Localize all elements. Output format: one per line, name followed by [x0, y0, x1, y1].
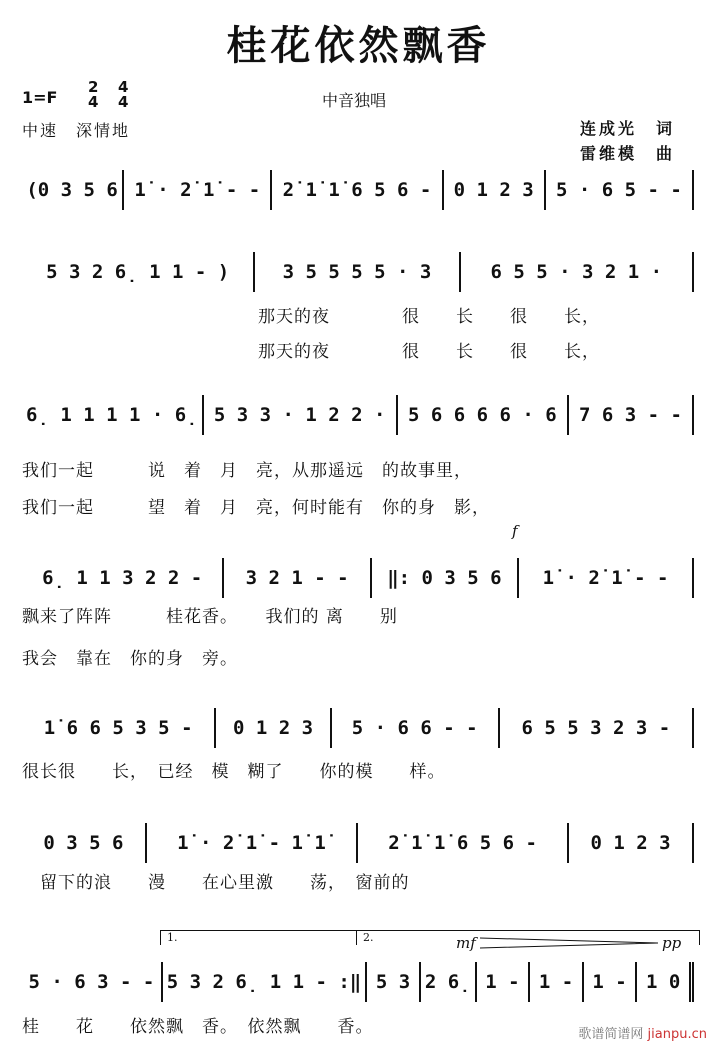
lyric-line: 我们一起 说 着 月 亮，从那遥远 的故事里， [22, 461, 472, 481]
volta-1: 1. [160, 930, 357, 945]
measure: 5 · 6 5 - - [546, 170, 694, 210]
measure: 1̇ 6 6 5 3 5 - [22, 708, 216, 748]
measure: 2 6̣ [421, 962, 477, 1002]
measure: 2̇ 1̇ 1̇ 6 5 6 - [358, 823, 569, 863]
lyric-line: 我们一起 望 着 月 亮，何时能有 你的身 影， [22, 498, 490, 518]
measure: 1̇ · 2̇ 1̇ - - [124, 170, 272, 210]
measure: 1 0 [637, 962, 694, 1002]
measure: 5 3 [367, 962, 421, 1002]
lyric-line: 那天的夜 很 长 很 长， [258, 307, 600, 327]
lyricist-credit: 连成光 词 [580, 119, 676, 138]
measure: 0 3 5 6 [22, 823, 147, 863]
measure: 6 5 5 · 3 2 1 · [461, 252, 694, 292]
measure: 5 3 2 6̣ 1 1 - :‖ [163, 962, 367, 1002]
score-system [22, 823, 694, 863]
lyric-line: 很长很 长， 已经 模 糊了 你的模 样。 [22, 762, 446, 782]
time-signature-2-4: 2 4 [88, 78, 99, 111]
lyric-line: 那天的夜 很 长 很 长， [258, 342, 600, 362]
measure: 6̣ 1 1 3 2 2 - [22, 558, 224, 598]
dynamic-mezzo-forte: mf [456, 934, 476, 952]
dynamic-pianissimo: pp [662, 934, 682, 952]
measure: ‖: 0 3 5 6 [372, 558, 519, 598]
measure: 1 - [584, 962, 638, 1002]
dynamic-forte: f [512, 522, 518, 540]
tempo-marking: 中速 深情地 [22, 121, 131, 140]
measure: 0 1 2 3 [444, 170, 546, 210]
performance-form: 中音独唱 [322, 91, 387, 110]
composer-credit: 雷维模 曲 [580, 144, 676, 163]
time-signature-4-4: 4 4 [118, 78, 129, 111]
measure: 1 - [530, 962, 584, 1002]
measure: 1̇ · 2̇ 1̇ - - [519, 558, 694, 598]
lyric-line: 我会 靠在 你的身 旁。 [22, 649, 238, 669]
measure: 0 1 2 3 [216, 708, 331, 748]
score-system [22, 558, 694, 598]
key-signature: 1=F [22, 88, 58, 107]
measure: 5 3 3 · 1 2 2 · [204, 395, 398, 435]
measure: 6 5 5 3 2 3 - [500, 708, 694, 748]
measure: 5 · 6 6 - - [332, 708, 500, 748]
measure: (0 3 5 6 [22, 170, 124, 210]
measure: 1 - [477, 962, 531, 1002]
lyric-line: 飘来了阵阵 桂花香。 我们的 离 别 [22, 607, 398, 627]
measure: 5 3 2 6̣ 1 1 - ) [22, 252, 255, 292]
lyric-line: 留下的浪 漫 在心里激 荡， 窗前的 [22, 873, 410, 893]
measure: 1̇ · 2̇ 1̇ - 1̇ 1̇ [147, 823, 358, 863]
score-system [22, 252, 694, 292]
score-system [22, 170, 694, 210]
decrescendo-hairpin [480, 936, 660, 950]
measure: 7 6 3 - - [569, 395, 694, 435]
measure: 0 1 2 3 [569, 823, 694, 863]
measure: 5 6 6 6 6 · 6 [398, 395, 569, 435]
measure: 5 · 6 3 - - [22, 962, 163, 1002]
measure: 6̣ 1 1 1 1 · 6̣ [22, 395, 204, 435]
score-system [22, 708, 694, 748]
volta-2: 2. [356, 930, 700, 945]
score-system [22, 962, 694, 1002]
measure: 2̇ 1̇ 1̇ 6 5 6 - [272, 170, 443, 210]
measure: 3 2 1 - - [224, 558, 371, 598]
lyric-line: 桂 花 依然飘 香。 依然飘 香。 [22, 1017, 374, 1037]
measure: 3 5 5 5 5 · 3 [255, 252, 460, 292]
song-title: 桂花依然飘香 [226, 22, 491, 69]
watermark: 歌谱简谱网 jianpu.cn [578, 1027, 707, 1042]
score-system [22, 395, 694, 435]
